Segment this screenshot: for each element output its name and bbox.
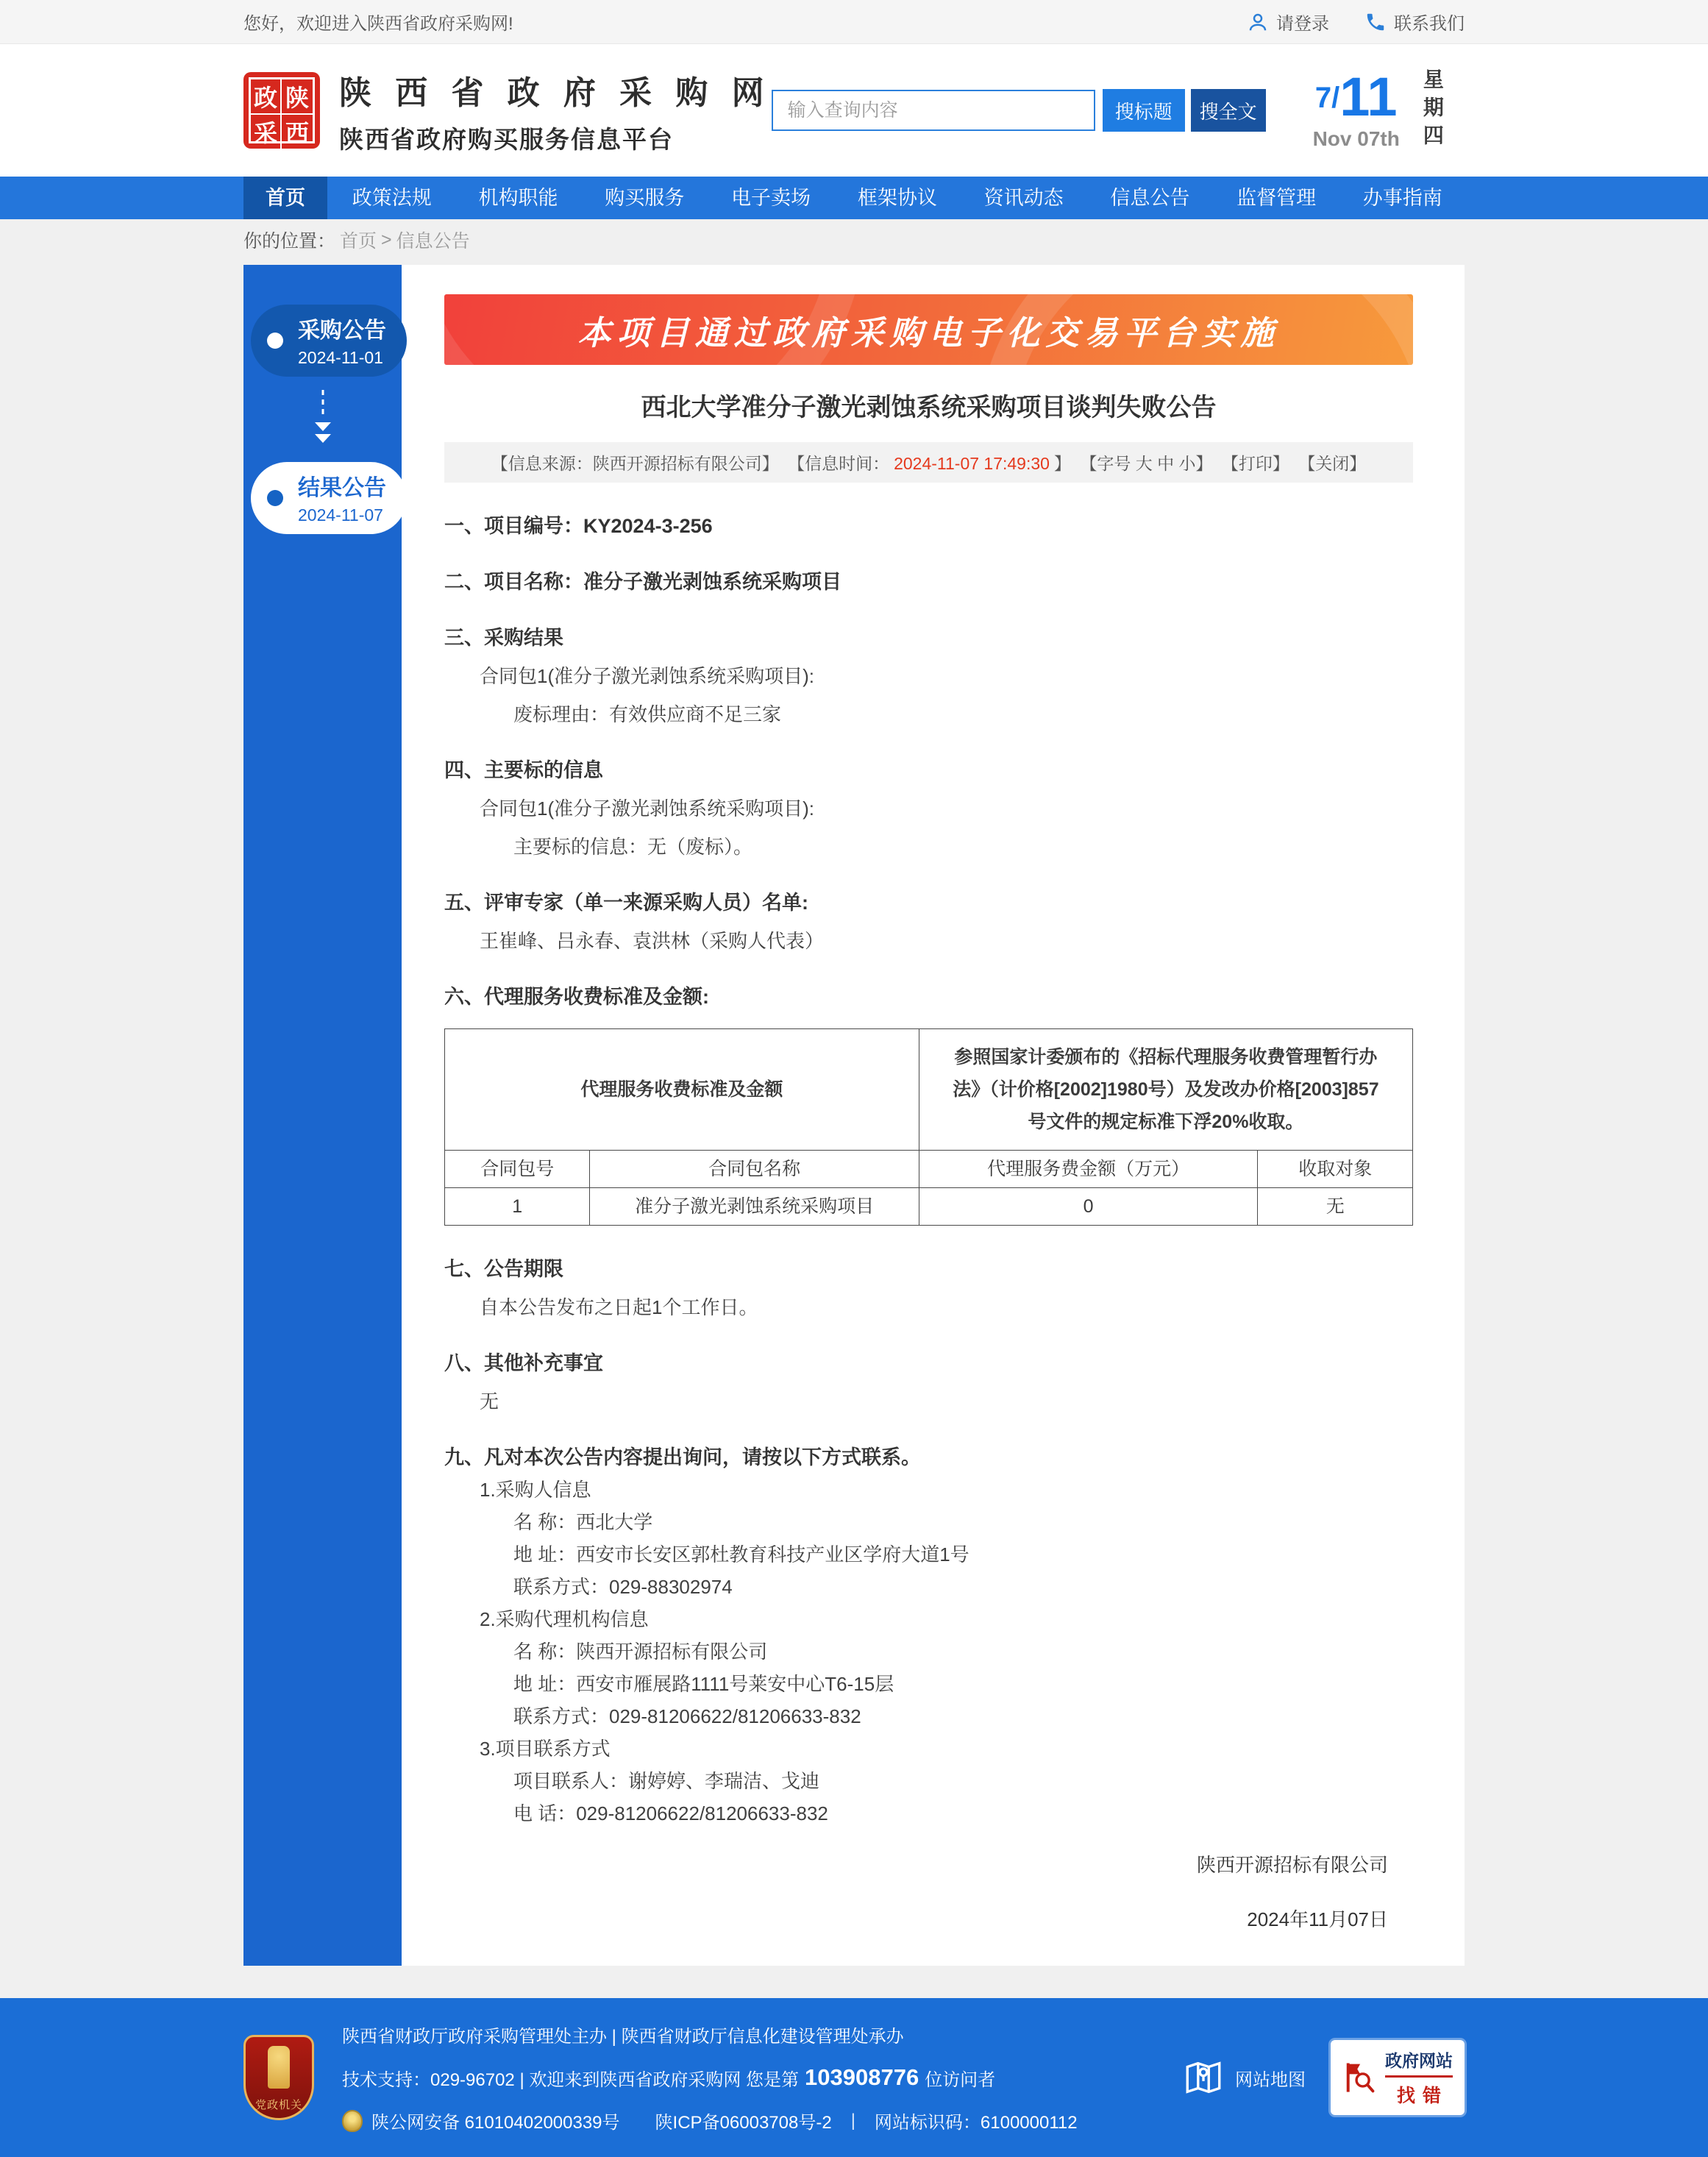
user-icon [1247,11,1269,33]
nav-item-policy[interactable]: 政策法规 [352,187,432,209]
print-button[interactable]: 【打印】 [1221,454,1289,473]
body-line: 废标理由：有效供应商不足三家 [513,703,782,725]
meta-source: 【信息来源：陕西开源招标有限公司】 [491,454,779,473]
icp-record-link[interactable]: 陕ICP备06003708号-2 [655,2113,832,2133]
sidebar-item-title: 采购公告 [298,319,386,343]
section-heading: 八、其他补充事宜 [444,1352,603,1374]
date-day: 7/ [1314,82,1340,114]
site-title: 陕 西 省 政 府 采 购 网 [339,74,772,111]
section-heading: 四、主要标的信息 [444,759,603,781]
table-cell: 1 [445,1188,590,1226]
error-report-badge[interactable] [1331,2040,1465,2115]
table-header-cell: 代理服务费金额（万元） [919,1151,1258,1188]
close-button[interactable]: 【关闭】 [1298,454,1367,473]
body-line: 3.项目联系方式 [480,1738,611,1760]
search-title-button[interactable]: 搜标题 [1103,89,1185,132]
date-month: 11 [1339,66,1398,127]
body-line: 主要标的信息：无（废标）。 [513,836,753,858]
phone-icon [1364,11,1387,33]
search-area [772,89,1266,132]
body-line: 无 [480,1390,499,1412]
logo-char: 西 [285,120,309,146]
date-english: Nov 07th [1312,127,1400,150]
logo-char: 采 [251,115,282,149]
signature-date: 2024年11月07日 [1247,1908,1388,1930]
section-heading: 六、代理服务收费标准及金额: [444,986,709,1008]
platform-banner [444,294,1413,365]
section-heading: 一、项目编号：KY2024-3-256 [444,515,713,537]
breadcrumb [0,219,1708,260]
table-header-cell: 合同包名称 [590,1151,919,1188]
contact-label: 联系我们 [1394,14,1465,34]
divider: | [850,2110,855,2131]
content-panel [243,265,1465,1966]
meta-time: 2024-11-07 17:49:30 [894,454,1050,473]
breadcrumb-separator: > [381,229,392,250]
sidebar [243,265,402,1966]
login-link[interactable] [1247,9,1329,35]
body-line: 电 话：029-81206622/81206633-832 [513,1802,828,1824]
table-cell: 无 [1258,1188,1413,1226]
nav-item-guide[interactable]: 办事指南 [1362,187,1442,209]
body-line: 项目联系人：谢婷婷、李瑞洁、戈迪 [513,1770,820,1792]
bullet-dot-icon [267,333,283,349]
public-security-record-link[interactable]: 陕公网安备 61010402000339号 [371,2113,620,2133]
breadcrumb-current[interactable]: 信息公告 [396,231,470,252]
badge-emblem-icon [268,2046,290,2089]
sitemap-label: 网站地图 [1235,2069,1306,2090]
nav-item-purchase-service[interactable]: 购买服务 [605,187,685,209]
sidebar-item-purchase-announcement[interactable] [251,305,407,377]
error-badge-line1: 政府网站 [1385,2047,1453,2078]
breadcrumb-label: 你的位置： [243,231,336,252]
footer [0,1998,1708,2157]
police-badge-icon [342,2110,363,2132]
down-arrow-icon [311,388,335,452]
date-widget [1313,68,1506,152]
sitemap-link[interactable] [1182,2056,1306,2099]
nav-item-announcements[interactable]: 信息公告 [1110,187,1190,209]
section-heading: 二、项目名称：准分子激光剥蚀系统采购项目 [444,571,841,593]
error-badge-line2: 找错 [1396,2086,1448,2106]
badge-label: 党政机关 [255,2099,302,2111]
body-line: 地 址：西安市长安区郭杜教育科技产业区学府大道1号 [513,1543,969,1566]
bullet-dot-icon [267,490,283,506]
signature-block [444,1852,1413,1932]
body-line: 王崔峰、吕永春、袁洪林（采购人代表） [480,930,825,952]
sidebar-item-result-announcement[interactable] [251,462,407,534]
body-line: 地 址：西安市雁展路1111号莱安中心T6-15层 [513,1673,894,1695]
site-subtitle: 陕西省政府购买服务信息平台 [339,125,674,153]
footer-beian-line [342,2108,1078,2133]
flag-magnifier-icon [1342,2061,1376,2094]
contact-link[interactable] [1364,9,1465,35]
site-logo[interactable] [243,72,320,149]
main-nav [0,177,1708,219]
nav-item-functions[interactable]: 机构职能 [478,187,558,209]
table-row [445,1188,1413,1226]
section-heading: 七、公告期限 [444,1258,563,1280]
article-meta [444,442,1413,483]
nav-item-supervision[interactable]: 监督管理 [1236,187,1317,209]
section-heading: 五、评审专家（单一来源采购人员）名单: [444,892,808,914]
visitor-count: 103908776 [805,2064,919,2090]
body-line: 合同包1(准分子激光剥蚀系统采购项目): [480,797,815,820]
body-line: 名 称：西北大学 [513,1511,653,1533]
sidebar-item-title: 结果公告 [298,476,386,500]
font-size-control[interactable]: 【字号 大 中 小】 [1080,454,1213,473]
body-line: 1.采购人信息 [480,1479,591,1501]
table-cell: 准分子激光剥蚀系统采购项目 [590,1188,919,1226]
table-header-row [445,1151,1413,1188]
footer-organizer-line: 陕西省财政厅政府采购管理处主办 | 陕西省财政厅信息化建设管理处承办 [342,2027,904,2047]
party-gov-badge [243,2035,314,2120]
body-line: 名 称：陕西开源招标有限公司 [513,1641,768,1663]
table-header-cell: 合同包号 [445,1151,590,1188]
article-title: 西北大学准分子激光剥蚀系统采购项目谈判失败公告 [641,394,1217,422]
body-line: 联系方式：029-88302974 [513,1576,733,1598]
body-line: 合同包1(准分子激光剥蚀系统采购项目): [480,665,815,687]
section-heading: 九、凡对本次公告内容提出询问，请按以下方式联系。 [444,1446,921,1468]
table-header-cell: 收取对象 [1258,1151,1413,1188]
section-heading: 三、采购结果 [444,627,563,649]
article [402,265,1465,1966]
date-weekday: 星期四 [1420,68,1444,152]
welcome-text: 您好，欢迎进入陕西省政府采购网! [243,14,513,34]
login-label: 请登录 [1276,14,1329,34]
body-line: 联系方式：029-81206622/81206633-832 [513,1705,861,1727]
nav-item-news[interactable]: 资讯动态 [983,187,1064,209]
body-line: 自本公告发布之日起1个工作日。 [480,1296,758,1318]
nav-item-home[interactable]: 首页 [243,177,327,219]
meta-time-suffix: 】 [1053,454,1071,473]
nav-item-framework[interactable]: 框架协议 [857,187,937,209]
nav-item-e-market[interactable]: 电子卖场 [731,187,811,209]
top-bar [0,0,1708,44]
sidebar-item-date: 2024-11-01 [298,348,383,367]
table-merged-left: 代理服务收费标准及金额 [445,1029,919,1151]
fee-table [444,1028,1413,1226]
body-line: 2.采购代理机构信息 [480,1608,649,1630]
table-merged-right: 参照国家计委颁布的《招标代理服务收费管理暂行办法》（计价格[2002]1980号）及发改办价格[2003]857号文件的规定标准下浮20%收取。 [919,1029,1412,1151]
signature-company: 陕西开源招标有限公司 [1196,1854,1388,1876]
visitor-suffix: 位访问者 [925,2069,996,2090]
support-text: 技术支持：029-96702 | 欢迎来到陕西省政府采购网 您是第 [342,2069,800,2090]
banner-text: 本项目通过政府采购电子化交易平台实施 [577,313,1280,352]
logo-char: 政 [251,79,282,115]
site-code: 网站标识码：6100000112 [874,2113,1078,2133]
sidebar-item-date: 2024-11-07 [298,505,383,525]
search-fulltext-button[interactable]: 搜全文 [1191,89,1266,132]
table-cell: 0 [919,1188,1258,1226]
meta-time-prefix: 【信息时间： [788,454,890,473]
logo-char: 陕 [282,79,313,115]
map-icon [1182,2056,1225,2099]
breadcrumb-home[interactable]: 首页 [340,231,377,252]
header [0,44,1708,177]
search-input[interactable] [772,90,1095,131]
